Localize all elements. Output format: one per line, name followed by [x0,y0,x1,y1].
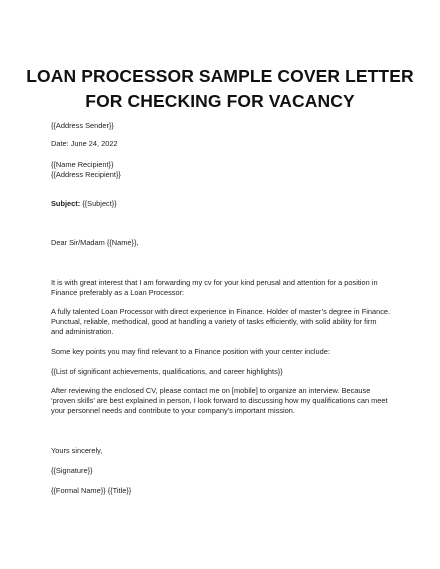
paragraph-3-line-1: Some key points you may find relevant to a Finance position with your center include: [51,347,330,356]
closing: Yours sincerely, [51,446,103,455]
paragraph-4-line-1: {{List of significant achievements, qualifications, and career highlights}} [51,367,283,376]
subject-label: Subject: [51,199,81,208]
signature: {{Signature}} [51,466,93,475]
letter-title-line-1: LOAN PROCESSOR SAMPLE COVER LETTER [26,66,414,86]
address-recipient: {{Address Recipient}} [51,170,121,179]
paragraph-2-line-3: and administration. [51,327,114,336]
address-sender: {{Address Sender}} [51,121,114,130]
subject-value: {{Subject}} [80,199,117,208]
subject-line [51,199,117,209]
paragraph-1-line-2: Finance preferably as a Loan Processor: [51,288,185,297]
paragraph-2-line-2: Punctual, reliable, methodical, good at handling a variety of tasks efficiently, with solid ability for firm [51,317,377,326]
paragraph-1-line-1: It is with great interest that I am forwarding my cv for your kind perusal and attention for a position in [51,278,378,287]
salutation: Dear Sir/Madam {{Name}}, [51,238,139,247]
paragraph-5-line-1: After reviewing the enclosed CV, please contact me on [mobile] to organize an interview. Because [51,386,371,395]
paragraph-5-line-3: your personnel needs and contribute to your company’s important mission. [51,406,295,415]
formal-name: {{Formal Name}} {{Title}} [51,486,132,495]
paragraph-5-line-2: ‘proven skills’ are best explained in person, I look forward to discussing how my qualifications can meet [51,396,388,405]
name-recipient: {{Name Recipient}} [51,160,114,169]
letter-date: Date: June 24, 2022 [51,139,118,148]
paragraph-2-line-1: A fully talented Loan Processor with direct experience in Finance. Holder of master’s degree in Finance. [51,307,391,316]
letter-title-line-2: FOR CHECKING FOR VACANCY [85,91,355,111]
